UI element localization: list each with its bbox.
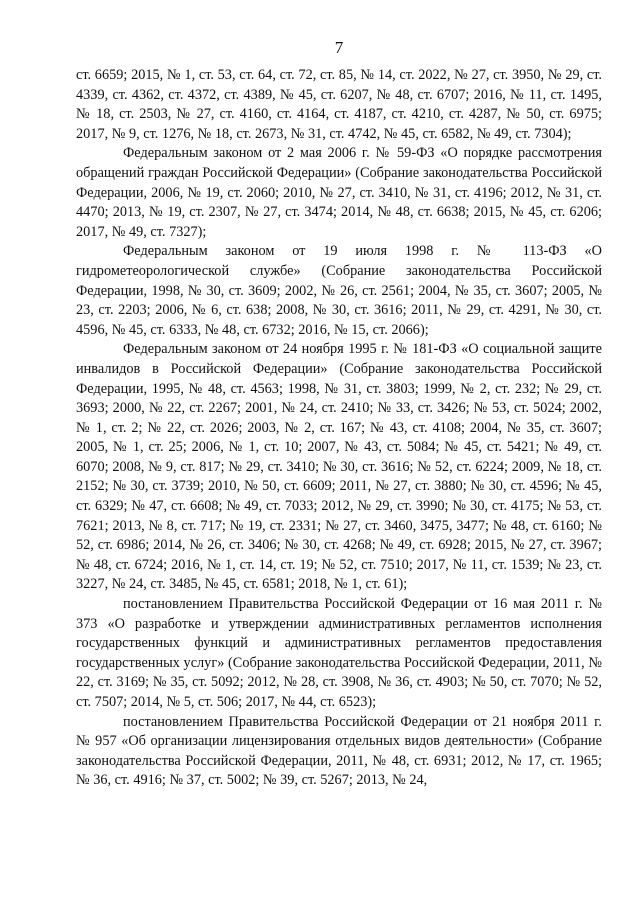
paragraph-resolution-373: постановлением Правительства Российской Федерации от 16 мая 2011 г. № 373 «О разработке и утверждении административных регламентов исполнения государственных функций и административных регламентов предоставления государственных услуг» (Собрание законодательства Российской Федерации, 2011, № 22, ст. 3169; № 35, ст. 5092; 2012, № 28, ст. 3908, № 36, ст. 4903; № 50, ст. 7070; № 52, ст. 7507; 2014, № 5, ст. 506; 2017, № 44, ст. 6523); <box>76 596 602 710</box>
paragraph-law-113-fz: Федеральным законом от 19 июля 1998 г. № 113-ФЗ «О гидрометеорологической службе» (Собрание законодательства Российской Федерации, 1998, № 30, ст. 3609; 2002, № 26, ст. 2561; 2004, № 35, ст. 3607; 2005, № 23, ст. 2203; 2006, № 6, ст. 638; 2008, № 30, ст. 3616; 2011, № 29, ст. 4291, № 30, ст. 4596, № 45, ст. 6333, № 48, ст. 6732; 2016, № 15, ст. 2066); <box>76 243 602 338</box>
page-number: 7 <box>334 38 344 57</box>
document-body <box>76 66 602 791</box>
paragraph-law-59-fz: Федеральным законом от 2 мая 2006 г. № 59-ФЗ «О порядке рассмотрения обращений граждан Российской Федерации» (Собрание законодательства Российской Федерации, 2006, № 19, ст. 2060; 2010, № 27, ст. 3410, № 31, ст. 4196; 2012, № 31, ст. 4470; 2013, № 19, ст. 2307, № 27, ст. 3474; 2014, № 48, ст. 6638; 2015, № 45, ст. 6206; 2017, № 49, ст. 7327); <box>76 145 602 240</box>
document-page <box>76 38 602 791</box>
paragraph-continuation: ст. 6659; 2015, № 1, ст. 53, ст. 64, ст. 72, ст. 85, № 14, ст. 2022, № 27, ст. 3950, № 29, ст. 4339, ст. 4362, ст. 4372, ст. 4389, № 45, ст. 6207, № 48, ст. 6707; 2016, № 11, ст. 1495, № 18, ст. 2503, № 27, ст. 4160, ст. 4164, ст. 4187, ст. 4210, ст. 4287, № 50, ст. 6975; 2017, № 9, ст. 1276, № 18, ст. 2673, № 31, ст. 4742, № 45, ст. 6582, № 49, ст. 7304); <box>76 67 602 142</box>
paragraph-law-181-fz: Федеральным законом от 24 ноября 1995 г. № 181-ФЗ «О социальной защите инвалидов в Российской Федерации» (Собрание законодательства Российской Федерации, 1995, № 48, ст. 4563; 1998, № 31, ст. 3803; 1999, № 2, ст. 232; № 29, ст. 3693; 2000, № 22, ст. 2267; 2001, № 24, ст. 2410; № 33, ст. 3426; № 53, ст. 5024; 2002, № 1, ст. 2; № 22, ст. 2026; 2003, № 2, ст. 167; № 43, ст. 4108; 2004, № 35, ст. 3607; 2005, № 1, ст. 25; 2006, № 1, ст. 10; 2007, № 43, ст. 5084; № 45, ст. 5421; № 49, ст. 6070; 2008, № 9, ст. 817; № 29, ст. 3410; № 30, ст. 3616; № 52, ст. 6224; 2009, № 18, ст. 2152; № 30, ст. 3739; 2010, № 50, ст. 6609; 2011, № 27, ст. 3880; № 30, ст. 4596; № 45, ст. 6329; № 47, ст. 6608; № 49, ст. 7033; 2012, № 29, ст. 3990; № 30, ст. 4175; № 53, ст. 7621; 2013, № 8, ст. 717; № 19, ст. 2331; № 27, ст. 3460, 3475, 3477; № 48, ст. 6160; № 52, ст. 6986; 2014, № 26, ст. 3406; № 30, ст. 4268; № 49, ст. 6928; 2015, № 27, ст. 3967; № 48, ст. 6724; 2016, № 1, ст. 14, ст. 19; № 52, ст. 7510; 2017, № 11, ст. 1539; № 23, ст. 3227, № 24, ст. 3485, № 45, ст. 6581; 2018, № 1, ст. 61); <box>76 341 602 593</box>
paragraph-resolution-957: постановлением Правительства Российской Федерации от 21 ноября 2011 г. № 957 «Об организации лицензирования отдельных видов деятельности» (Собрание законодательства Российской Федерации, 2011, № 48, ст. 6931; 2012, № 17, ст. 1965; № 36, ст. 4916; № 37, ст. 5002; № 39, ст. 5267; 2013, № 24, <box>76 713 602 789</box>
